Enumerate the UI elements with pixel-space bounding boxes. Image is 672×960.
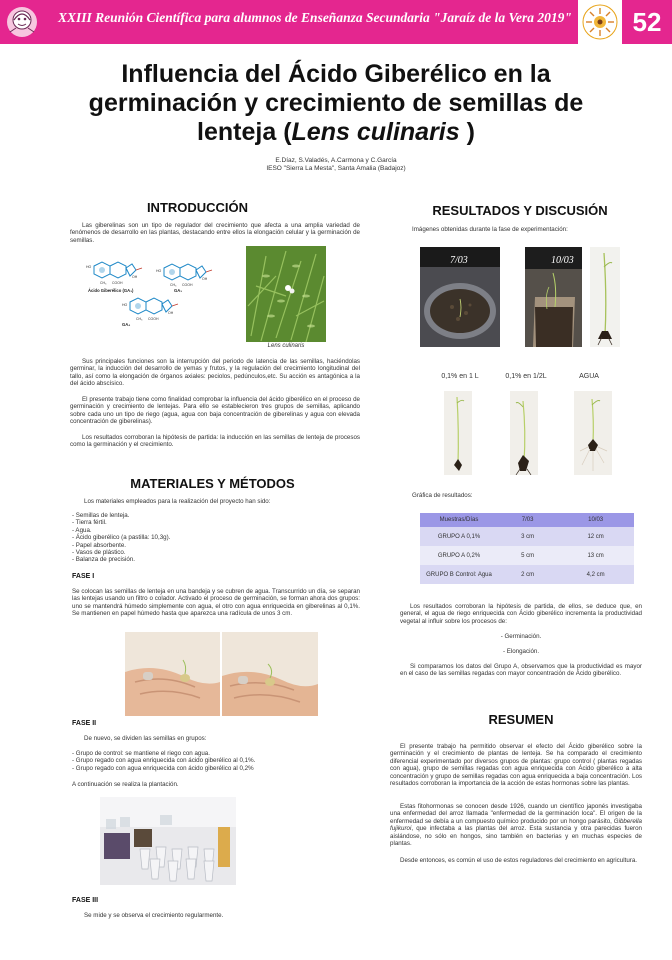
seedlings-photo-0703 [420,247,500,347]
gibberellin-molecules-diagram [82,256,232,336]
table-header: 7/03 [498,513,557,527]
table-cell: 4,2 cm [557,565,634,584]
poster-title [40,60,632,147]
svg-text:CH₃: CH₃ [100,281,107,285]
fase-3-text: Se mide y se observa el crecimiento regularmente. [84,912,224,919]
results-paragraph-2: Si comparamos los datos del Grupo A, observamos que la productividad es mayor en el caso de las semillas regadas con mayor concentración de Ácido giberélico. [400,663,642,678]
summary-paragraph-3: Desde entonces, es común el uso de estos reguladores del crecimiento en agricultura. [400,857,637,864]
lens-culinaris-photo [246,246,326,342]
date-label-0703: 7/03 [450,255,468,266]
table-cell: GRUPO A 0,2% [420,546,498,565]
author-names: E.Díaz, S.Valadés, A.Carmona y C.García [275,157,397,164]
tall-seedling-photo [590,247,620,347]
summary-paragraph-1: El presente trabajo ha permitido observar el efecto del Ácido giberélico sobre la germinación y el crecimiento de plantas de lenteja. Se ha comparado el crecimiento diferencial experimentado por diversos grupos de plantas: grupo control ( plantas regadas con agua), grupo de semillas regadas con agua enriquecida con Ácido giberélico a alta concentración y grupo de semillas regadas con agua enriquecida a baja concentración. Los resultados corroboran la importancia de la acción de estas hormonas sobre las plantas. [390,743,642,788]
svg-text:CH₃: CH₃ [136,317,143,321]
results-heading: RESULTADOS Y DISCUSIÓN [432,203,608,218]
table-cell: 2 cm [498,565,557,584]
svg-text:HO: HO [122,303,128,307]
svg-text:CH₃: CH₃ [170,283,177,287]
table-header-row [420,513,634,527]
title-line-1: Influencia del Ácido Giberélico en la [121,60,551,88]
fase-1-title: FASE I [72,573,95,580]
table-row [420,546,634,565]
header-title: XXIII Reunión Científica para alumnos de Enseñanza Secundaria "Jaraíz de la Vera 2019" [58,10,572,25]
table-header: 10/03 [557,513,634,527]
intro-paragraph-1: Las giberelinas son un tipo de regulador del crecimiento que afecta a una amplia variedad de fenómenos de desarrollo en las plantas, destacando entre ellos la elongación celular y la germinación de semillas. [70,222,360,244]
list-item: - Grupo regado con agua enriquecida con ácido giberélico al 0,1%. [72,757,256,765]
svg-text:HO: HO [86,265,92,269]
graph-title: Gráfica de resultados: [412,492,473,499]
table-row [420,565,634,584]
table-header: Muestras/Días [420,513,498,527]
fase-2-intro: De nuevo, se dividen las semillas en grupos: [84,735,207,742]
list-item: - Agua. [72,526,92,534]
results-images-intro: Imágenes obtenidas durante la fase de experimentación: [412,226,568,233]
table-cell: 3 cm [498,527,557,546]
methods-intro: Los materiales empleados para la realización del proyecto han sido: [84,498,271,505]
title-line-3: lenteja (Lens culinaris ) [197,118,475,146]
fase-2-groups [72,750,352,772]
results-bullet-elongacion: - Elongación. [502,648,540,655]
svg-text:COOH: COOH [112,281,123,285]
seedling-hand-photo-2 [222,632,318,716]
results-paragraph-1: Los resultados corroboran la hipótesis de partida, de ellos, se deduce que, en general, el agua de riego enriquecida con Ácido giberélico incrementa la productividad vegetal al influir sobre los procesos de: [400,603,642,625]
molecule-label-ga3: Ácido Giberélico (GA₃) [88,288,134,293]
species-name: Lens culinaris [291,118,460,146]
list-item: - Grupo regado con agua enriquecida con ácido giberélico al 0,2% [72,764,254,772]
title-line-2: germinación y crecimiento de semillas de [88,89,584,117]
results-table [420,513,634,584]
list-item: - Grupo de control: se mantiene el riego con agua. [72,750,210,757]
fase-3-title: FASE III [72,897,99,904]
list-item: - Papel absorbente. [72,541,127,549]
header-bar [0,0,672,44]
svg-text:COOH: COOH [182,283,193,287]
list-item: - Ácido giberélico (a pastilla: 10,3g). [72,534,171,542]
fase-2-title: FASE II [72,720,97,727]
list-item: - Vasos de plástico. [72,549,126,557]
svg-text:OH: OH [132,275,138,279]
intro-paragraph-4: Los resultados corroboran la hipótesis de partida: la inducción en las semillas de lenteja de procesos como la germinación y el crecimiento. [70,434,360,449]
planting-cups-photo [100,797,236,885]
table-cell: GRUPO A 0,1% [420,527,498,546]
summary-paragraph-2: Estas fitohormonas se conocen desde 1926, cuando un científico japonés investigaba una enfermedad del arroz llamada "enfermedad de la germinación loca". El origen de la enfermedad se debía a un compuesto químico producido por un hongo parásito, Gibberella fujikuroi, que infectaba a las plantas del arroz. Esta sustancia y otra parecidas fueron aislándose, no sólo en hongos, sino también en bacterias y en muchas especies de plantas. [390,803,642,848]
summary-heading: RESUMEN [488,712,554,727]
svg-text:OH: OH [168,311,174,315]
svg-text:HO: HO [156,269,162,273]
congress-logo-icon [2,0,42,44]
plant-photo-agua [574,391,612,475]
table-cell: 5 cm [498,546,557,565]
plant-label-0-1-half-l: 0,1% en 1/2L [505,373,547,380]
lens-culinaris-caption: Lens culinaris [267,343,305,349]
plant-photo-0-1-half-l [510,391,538,475]
list-item: - Semillas de lenteja. [72,512,130,519]
methods-heading: MATERIALES Y MÉTODOS [130,476,295,491]
authors-block [100,157,572,173]
table-cell: GRUPO B Control: Agua [420,565,498,584]
fase-2-after: A continuación se realiza la plantación. [72,781,179,788]
fase-1-text: Se colocan las semillas de lenteja en una bandeja y se cubren de agua. Transcurrido un día, se separan las lentejas usando un filtro o colador. Activado el proceso de germinación, se forman ahora dos grupos: uno se mantendrá húmedo simplemente con agua, el otro con agua enriquecida en giberelinas al 0,1%. Se mantienen en papel húmedo hasta que aparezca una radícula de unos 3 cm. [72,588,360,618]
table-row [420,527,634,546]
materials-list [72,512,272,564]
plant-label-agua: AGUA [579,373,599,380]
list-item: - Balanza de precisión. [72,556,135,564]
page-number: 52 [632,7,662,37]
intro-paragraph-3: El presente trabajo tiene como finalidad comprobar la influencia del ácido giberélico en el proceso de germinación y crecimiento de lentejas. Para ello se establecieron tres grupos de semillas, aplicando sobre cada uno un tipo de riego (agua, agua con baja concentración de giberelinas y agua con elevada concentración de giberelinas). [70,396,360,426]
date-label-1003: 10/03 [551,255,574,266]
molecule-label-ga4: GA₄ [122,322,131,327]
seedling-hand-photo-1 [125,632,220,716]
table-cell: 13 cm [557,546,634,565]
molecule-label-ga1: GA₁ [174,288,183,293]
plant-photo-0-1-1l [444,391,472,475]
svg-text:OH: OH [202,277,208,281]
sun-logo-icon [578,0,622,44]
list-item: - Tierra fértil. [72,519,107,527]
plant-label-0-1-1l: 0,1% en 1 L [441,373,479,380]
seedlings-photo-1003 [525,247,582,347]
fungus-name: Gibberella fujikuroi [390,817,642,833]
intro-heading: INTRODUCCIÓN [146,200,249,215]
intro-paragraph-2: Sus principales funciones son la interrupción del periodo de latencia de las semillas, haciéndolas germinar, la inducción del desarrollo de yemas y frutos, y la regulación del crecimiento longitudinal del tallo, así como la elongación de órganos axiales: peciolos, pedúnculos,etc. Su acción es antagónica a la del ácido abscísico. [70,358,360,388]
table-cell: 12 cm [557,527,634,546]
school-name: IESO "Sierra La Mesta", Santa Amalia (Badajoz) [266,165,406,172]
results-bullet-germinacion: - Germinación. [500,633,542,640]
svg-text:COOH: COOH [148,317,159,321]
